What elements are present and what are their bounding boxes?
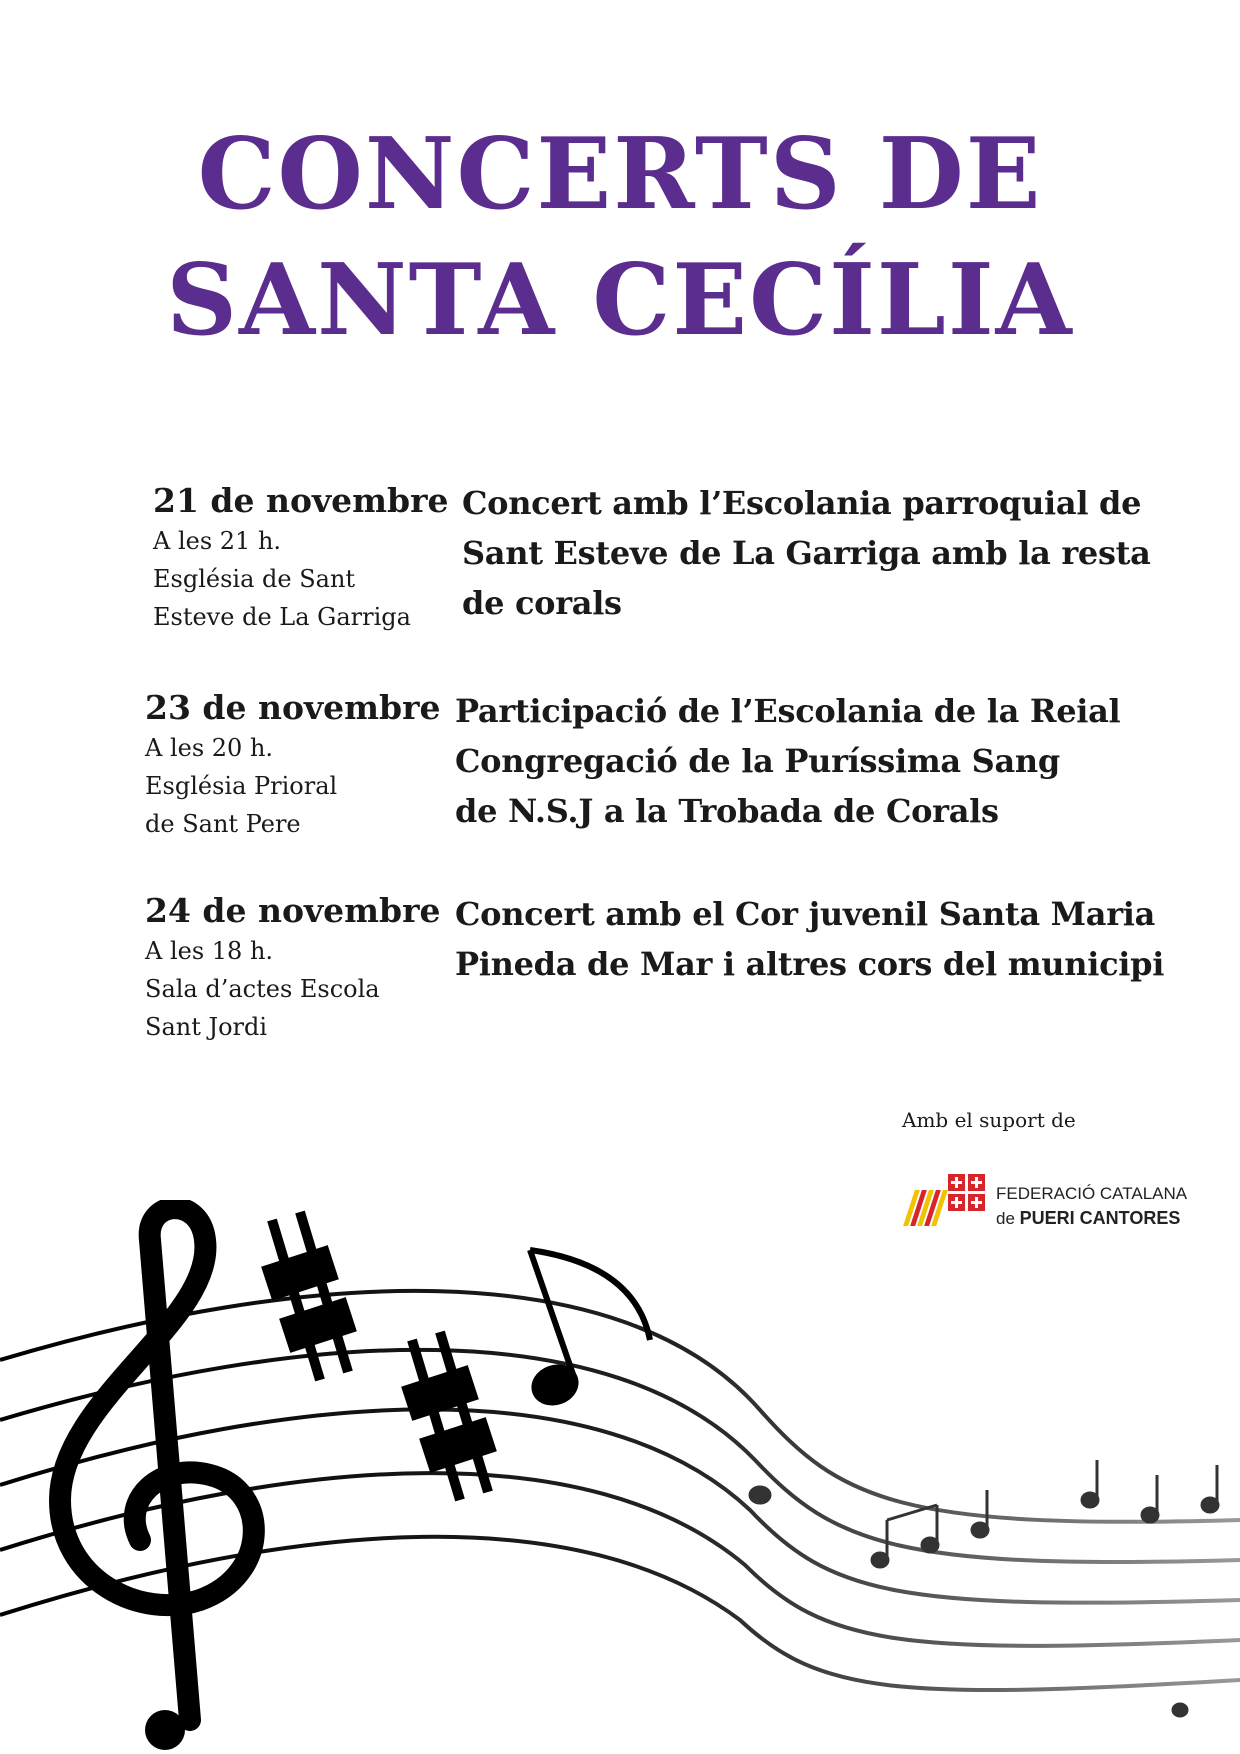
poster-title	[0, 112, 1240, 364]
event-3-description: Concert amb el Cor juvenil Santa Maria Pineda de Mar i altres cors del municipi	[455, 895, 1165, 983]
event-venue-line: de Sant Pere	[145, 810, 301, 838]
event-3-info	[145, 890, 441, 1046]
logo-line-2-prefix: de	[996, 1209, 1015, 1228]
title-line-1: CONCERTS DE	[197, 117, 1043, 232]
support-label: Amb el suport de	[902, 1108, 1076, 1132]
event-venue-line: Esteve de La Garriga	[153, 603, 411, 631]
logo-line-2: PUERI CANTORES	[1019, 1208, 1181, 1228]
event-venue-line: Església Prioral	[145, 772, 338, 800]
treble-clef-staff-icon	[0, 1200, 1240, 1754]
event-1-info	[153, 480, 449, 636]
event-date: 21 de novembre	[153, 481, 449, 520]
title-line-2: SANTA CECÍLIA	[166, 243, 1074, 358]
event-date: 24 de novembre	[145, 891, 441, 930]
logo-line-1: FEDERACIÓ CATALANA	[996, 1184, 1188, 1203]
event-venue-line: Sant Jordi	[145, 1013, 268, 1041]
event-time: A les 18 h.	[145, 937, 274, 965]
event-time: A les 21 h.	[153, 527, 282, 555]
event-date: 23 de novembre	[145, 688, 441, 727]
event-2-info	[145, 687, 441, 843]
event-venue-line: Sala d’actes Escola	[145, 975, 380, 1003]
event-2-description: Participació de l’Escolania de la Reial Congregació de la Puríssima Sang de N.S.J a la Trobada de Corals	[455, 692, 1121, 830]
event-1-description: Concert amb l’Escolania parroquial de Sant Esteve de La Garriga amb la resta de corals	[462, 484, 1151, 622]
event-time: A les 20 h.	[145, 734, 274, 762]
event-venue-line: Església de Sant	[153, 565, 356, 593]
